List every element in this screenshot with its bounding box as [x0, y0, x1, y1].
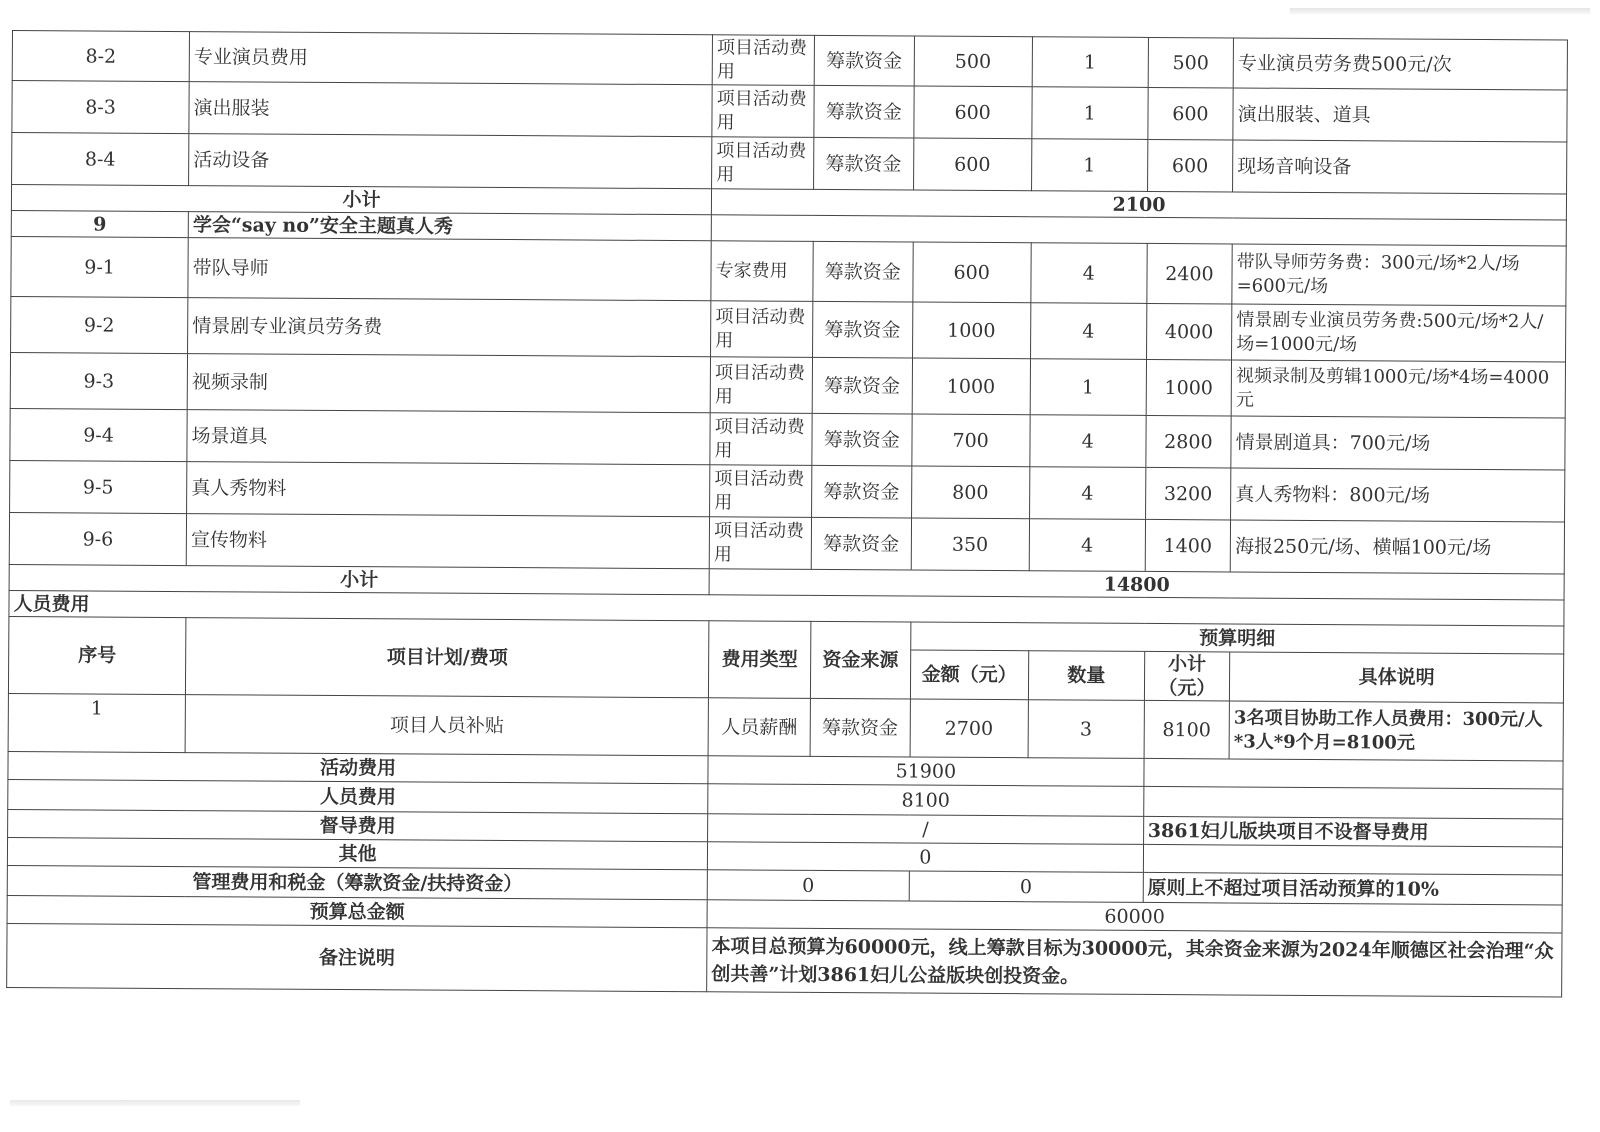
row-type: 人员薪酬: [708, 698, 810, 757]
row-amount: 2700: [910, 699, 1028, 758]
row-qty: 1: [1032, 87, 1148, 140]
personnel-section-title: 人员费用: [9, 590, 1564, 625]
summary-personnel-label: 人员费用: [8, 779, 708, 813]
row-subtotal: 4000: [1146, 303, 1232, 360]
row-source: 筹款资金: [814, 85, 914, 138]
row-item: 宣传物料: [186, 514, 709, 569]
row-qty: 1: [1032, 37, 1148, 88]
row-type: 项目活动费用: [710, 357, 812, 414]
row-qty: 4: [1029, 519, 1145, 572]
table-row: [10, 352, 1565, 417]
section-number: 9: [11, 210, 188, 237]
row-amount: 700: [911, 414, 1029, 467]
header-budget-detail: 预算明细: [910, 622, 1564, 654]
row-source: 筹款资金: [811, 465, 911, 518]
summary-mgmt-value1: 0: [707, 870, 909, 901]
budget-table: [6, 30, 1568, 997]
row-note: 现场音响设备: [1233, 140, 1567, 194]
row-subtotal: 600: [1148, 87, 1234, 140]
row-subtotal: 8100: [1144, 700, 1230, 759]
summary-mgmt-value2: 0: [909, 871, 1143, 902]
table-row: [8, 693, 1563, 760]
header-type: 费用类型: [709, 621, 811, 699]
row-source: 筹款资金: [812, 413, 912, 466]
table-row: [12, 81, 1567, 142]
summary-activity-value: 51900: [708, 756, 1144, 787]
table-row: [11, 236, 1566, 305]
row-item: 项目人员补贴: [185, 695, 708, 756]
row-item: 场景道具: [187, 410, 710, 465]
table-row: [10, 460, 1565, 521]
row-number: 9-4: [10, 408, 187, 461]
header-qty: 数量: [1028, 651, 1144, 701]
summary-personnel-value: 8100: [708, 784, 1144, 817]
header-note: 具体说明: [1230, 652, 1564, 703]
row-subtotal: 1000: [1146, 359, 1232, 416]
row-number: 1: [8, 693, 185, 752]
row-amount: 600: [913, 138, 1031, 191]
row-item: 活动设备: [189, 134, 712, 189]
summary-supervision-value: /: [708, 814, 1144, 845]
summary-mgmt-note: 原则上不超过项目活动预算的10%: [1143, 872, 1563, 905]
row-amount: 1000: [912, 358, 1030, 415]
subtotal-label: 小计: [11, 185, 711, 215]
row-item: 专业演员费用: [189, 32, 712, 85]
summary-activity-note: [1144, 758, 1563, 789]
row-amount: 350: [911, 518, 1029, 571]
row-subtotal: 3200: [1145, 467, 1231, 520]
row-amount: 800: [911, 466, 1029, 519]
summary-other-note: [1143, 844, 1562, 875]
row-note: 情景剧专业演员劳务费:500元/场*2人/场=1000元/场: [1232, 304, 1566, 362]
summary-supervision-note: 3861妇儿版块项目不设督导费用: [1143, 816, 1562, 847]
row-qty: 4: [1031, 243, 1147, 304]
row-source: 筹款资金: [813, 137, 913, 190]
row-number: 9-2: [11, 296, 188, 353]
row-type: 项目活动费用: [710, 465, 812, 518]
row-number: 8-3: [12, 81, 189, 134]
row-note: 情景剧道具：700元/场: [1231, 416, 1565, 470]
row-amount: 600: [912, 242, 1030, 303]
subtotal-value: 2100: [712, 189, 1567, 220]
header-item: 项目计划/费项: [186, 618, 710, 698]
summary-remarks-label: 备注说明: [7, 923, 708, 991]
row-note: 3名项目协助工作人员费用：300元/人*3人*9个月=8100元: [1229, 701, 1563, 761]
row-source: 筹款资金: [814, 35, 914, 86]
row-subtotal: 2400: [1147, 243, 1233, 304]
summary-remarks-text: 本项目总预算为60000元，线上筹款目标为30000元，其余资金来源为2024年顺德区社会治理“众创共善”计划3861妇儿公益版块创投资金。: [707, 928, 1562, 997]
scan-edge-top: [1290, 8, 1590, 14]
row-note: 演出服装、道具: [1233, 88, 1567, 142]
row-number: 8-4: [12, 133, 189, 186]
subtotal-value: 14800: [709, 569, 1564, 600]
summary-total-label: 预算总金额: [7, 895, 707, 927]
row-item: 真人秀物料: [187, 462, 710, 517]
row-item: 演出服装: [189, 82, 712, 137]
summary-personnel-note: [1143, 786, 1563, 819]
row-subtotal: 2800: [1146, 415, 1232, 468]
row-source: 筹款资金: [812, 301, 912, 358]
row-type: 项目活动费用: [712, 35, 814, 86]
row-note: 海报250元/场、横幅100元/场: [1230, 520, 1564, 574]
row-amount: 1000: [912, 302, 1030, 359]
summary-row: [7, 923, 1562, 996]
row-qty: 4: [1029, 467, 1145, 520]
row-amount: 600: [913, 86, 1031, 139]
row-type: 项目活动费用: [711, 301, 813, 358]
summary-total-value: 60000: [707, 900, 1562, 933]
row-amount: 500: [914, 36, 1032, 87]
row-subtotal: 500: [1148, 37, 1234, 88]
summary-activity-label: 活动费用: [8, 751, 708, 783]
row-note: 真人秀物料：800元/场: [1231, 468, 1565, 522]
row-item: 情景剧专业演员劳务费: [188, 298, 711, 357]
row-source: 筹款资金: [813, 241, 913, 302]
scan-edge-bottom: [10, 1100, 300, 1106]
row-type: 项目活动费用: [712, 85, 814, 138]
table-row: [9, 512, 1564, 573]
table-row: [11, 296, 1566, 361]
row-number: 8-2: [12, 31, 189, 82]
row-number: 9-3: [10, 352, 187, 409]
row-subtotal: 600: [1147, 139, 1233, 192]
row-number: 9-5: [10, 460, 187, 513]
row-qty: 3: [1028, 700, 1144, 759]
row-type: 项目活动费用: [712, 137, 814, 190]
summary-supervision-label: 督导费用: [8, 809, 708, 841]
row-item: 视频录制: [187, 354, 710, 413]
summary-other-value: 0: [708, 842, 1144, 873]
row-qty: 4: [1030, 303, 1146, 360]
row-qty: 1: [1031, 139, 1147, 192]
row-qty: 1: [1030, 359, 1146, 416]
row-note: 视频录制及剪辑1000元/场*4场=4000元: [1231, 360, 1565, 418]
header-amount: 金额（元）: [910, 650, 1028, 700]
header-source: 资金来源: [810, 621, 910, 699]
row-number: 9-6: [9, 512, 186, 565]
row-item: 带队导师: [188, 238, 711, 301]
row-note: 专业演员劳务费500元/次: [1233, 38, 1567, 90]
header-subtotal: 小计（元）: [1144, 651, 1230, 701]
row-qty: 4: [1030, 415, 1146, 468]
table-row: [12, 133, 1567, 194]
table-row: [10, 408, 1565, 469]
summary-mgmt-label: 管理费用和税金（筹款资金/扶持资金）: [7, 865, 707, 899]
row-source: 筹款资金: [811, 517, 911, 570]
row-type: 专家费用: [711, 241, 813, 302]
row-type: 项目活动费用: [710, 413, 812, 466]
summary-other-label: 其他: [7, 837, 707, 869]
section-title: 学会“say no”安全主题真人秀: [188, 212, 711, 241]
header-no: 序号: [8, 616, 186, 694]
row-source: 筹款资金: [810, 698, 910, 757]
budget-sheet: [6, 30, 1568, 1039]
row-source: 筹款资金: [812, 357, 912, 414]
row-note: 带队导师劳务费：300元/场*2人/场=600元/场: [1232, 244, 1566, 306]
subtotal-label: 小计: [9, 564, 709, 594]
row-subtotal: 1400: [1145, 519, 1231, 572]
row-number: 9-1: [11, 236, 188, 297]
row-type: 项目活动费用: [709, 517, 811, 570]
